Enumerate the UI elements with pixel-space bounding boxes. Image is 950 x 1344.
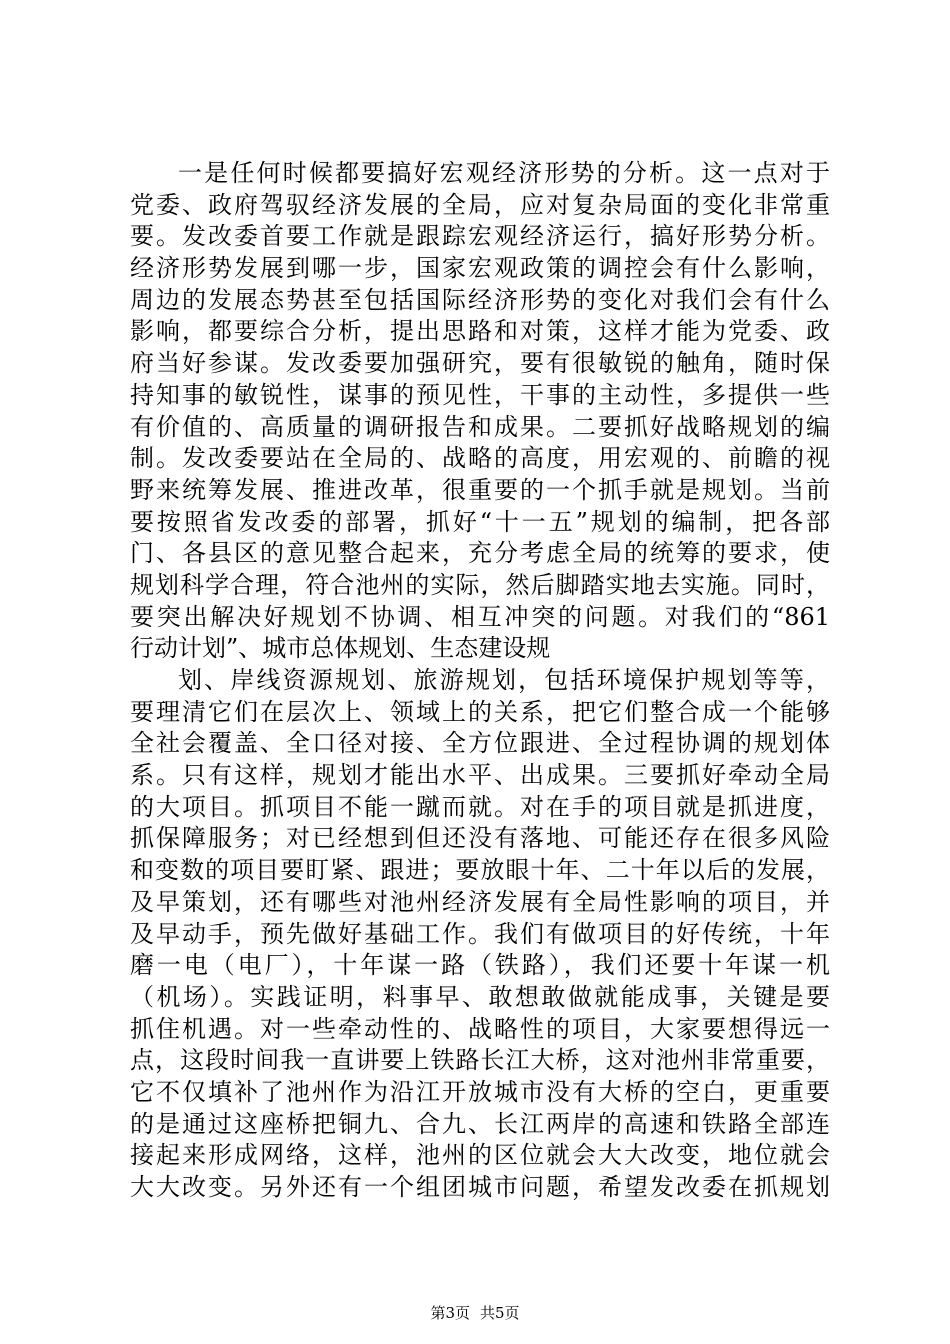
text-line: 野来统筹发展、推进改革，很重要的一个抓手就是规划。当前 xyxy=(130,475,830,504)
text-line: 全社会覆盖、全口径对接、全方位跟进、全过程协调的规划体 xyxy=(130,729,830,758)
paragraph-2 xyxy=(130,665,830,1204)
page-footer xyxy=(0,1303,950,1323)
text-line: 行动计划”、城市总体规划、生态建设规 xyxy=(130,634,551,663)
paragraph-1 xyxy=(130,158,830,665)
text-line: 磨一电（电厂），十年谋一路（铁路），我们还要十年谋一机 xyxy=(130,951,830,980)
text-line: 抓保障服务；对已经想到但还没有落地、可能还存在很多风险 xyxy=(130,824,830,853)
text-line: 周边的发展态势甚至包括国际经济形势的变化对我们会有什么 xyxy=(130,285,830,314)
page-number: 第3页 xyxy=(430,1304,470,1322)
text-line: 及早动手，预先做好基础工作。我们有做项目的好传统，十年 xyxy=(130,919,830,948)
text-line: 它不仅填补了池州作为沿江开放城市没有大桥的空白，更重要 xyxy=(130,1077,830,1106)
text-line: （机场）。实践证明，料事早、敢想敢做就能成事，关键是要 xyxy=(130,982,830,1011)
text-line: 接起来形成网络，这样，池州的区位就会大大改变，地位就会 xyxy=(130,1141,830,1170)
text-line: 的大项目。抓项目不能一蹴而就。对在手的项目就是抓进度， xyxy=(130,792,830,821)
text-line: 府当好参谋。发改委要加强研究，要有很敏锐的触角，随时保 xyxy=(130,349,830,378)
text-line: 系。只有这样，规划才能出水平、出成果。三要抓好牵动全局 xyxy=(130,761,830,790)
text-line: 一是任何时候都要搞好宏观经济形势的分析。这一点对于 xyxy=(178,159,830,187)
text-line: 划、岸线资源规划、旅游规划，包括环境保护规划等等， xyxy=(178,666,830,694)
text-line: 规划科学合理，符合池州的实际，然后脚踏实地去实施。同时， xyxy=(130,570,830,599)
text-line: 门、各县区的意见整合起来，充分考虑全局的统筹的要求，使 xyxy=(130,539,830,568)
text-line: 制。发改委要站在全局的、战略的高度，用宏观的、前瞻的视 xyxy=(130,444,830,473)
text-line: 要按照省发改委的部署，抓好“十一五”规划的编制，把各部 xyxy=(130,507,830,536)
text-line: 要突出解决好规划不协调、相互冲突的问题。对我们的“861 xyxy=(130,602,830,631)
text-line: 要理清它们在层次上、领域上的关系，把它们整合成一个能够 xyxy=(130,697,830,726)
text-line: 要。发改委首要工作就是跟踪宏观经济运行，搞好形势分析。 xyxy=(130,222,830,251)
document-body xyxy=(130,158,830,1204)
page-total: 共5页 xyxy=(480,1304,520,1322)
text-line: 和变数的项目要盯紧、跟进；要放眼十年、二十年以后的发展， xyxy=(130,856,830,885)
text-line: 影响，都要综合分析，提出思路和对策，这样才能为党委、政 xyxy=(130,317,830,346)
text-line: 大大改变。另外还有一个组团城市问题，希望发改委在抓规划 xyxy=(130,1173,830,1201)
text-line: 经济形势发展到哪一步，国家宏观政策的调控会有什么影响， xyxy=(130,254,830,283)
text-line: 持知事的敏锐性，谋事的预见性，干事的主动性，多提供一些 xyxy=(130,380,830,409)
text-line: 有价值的、高质量的调研报告和成果。二要抓好战略规划的编 xyxy=(130,412,830,441)
text-line: 的是通过这座桥把铜九、合九、长江两岸的高速和铁路全部连 xyxy=(130,1109,830,1138)
text-line: 党委、政府驾驭经济发展的全局，应对复杂局面的变化非常重 xyxy=(130,190,830,219)
text-line: 及早策划，还有哪些对池州经济发展有全局性影响的项目，并 xyxy=(130,887,830,916)
text-line: 抓住机遇。对一些牵动性的、战略性的项目，大家要想得远一 xyxy=(130,1014,830,1043)
text-line: 点，这段时间我一直讲要上铁路长江大桥，这对池州非常重要， xyxy=(130,1046,830,1075)
